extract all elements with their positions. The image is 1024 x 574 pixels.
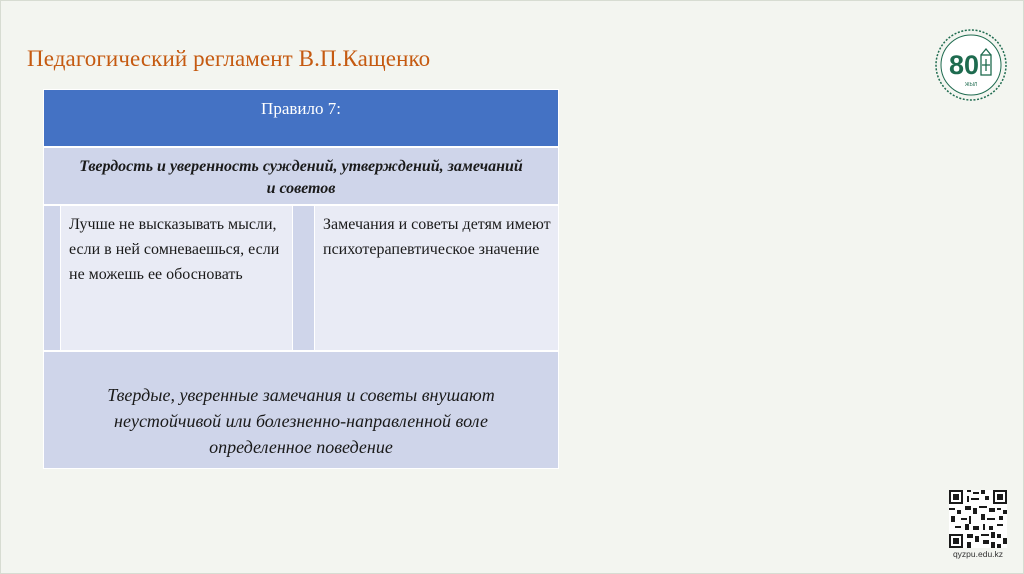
table-cell-spacer-left (44, 206, 61, 350)
rule-conclusion: Твердые, уверенные замечания и советы внушают неустойчивой или болезненно-направленной воле определенное поведение (107, 385, 495, 457)
right-cell-text: Замечания и советы детям имеют психотерапевтическое значение (323, 216, 551, 258)
qr-code-icon (949, 490, 1007, 548)
left-cell-text: Лучше не высказывать мысли, если в ней сомневаешься, если не можешь ее обосновать (69, 216, 280, 283)
logo-number: 80 (948, 50, 980, 80)
website-url: qyzpu.edu.kz (952, 549, 1004, 559)
rule-table (43, 89, 559, 469)
table-cell-right (315, 206, 558, 350)
slide-title: Педагогический регламент В.П.Кащенко (27, 46, 431, 71)
anniversary-logo-icon (934, 28, 1008, 102)
table-cell-left (61, 206, 293, 350)
table-subheader-row (44, 148, 558, 206)
table-header-row (44, 90, 558, 148)
table-footer-row (44, 350, 558, 468)
rule-number: Правило 7: (261, 99, 341, 118)
logo-caption: ЖЫЛ (964, 82, 978, 88)
rule-heading: Твердость и уверенность суждений, утверждений, замечаний и советов (79, 158, 523, 197)
table-cell-spacer-middle (293, 206, 315, 350)
